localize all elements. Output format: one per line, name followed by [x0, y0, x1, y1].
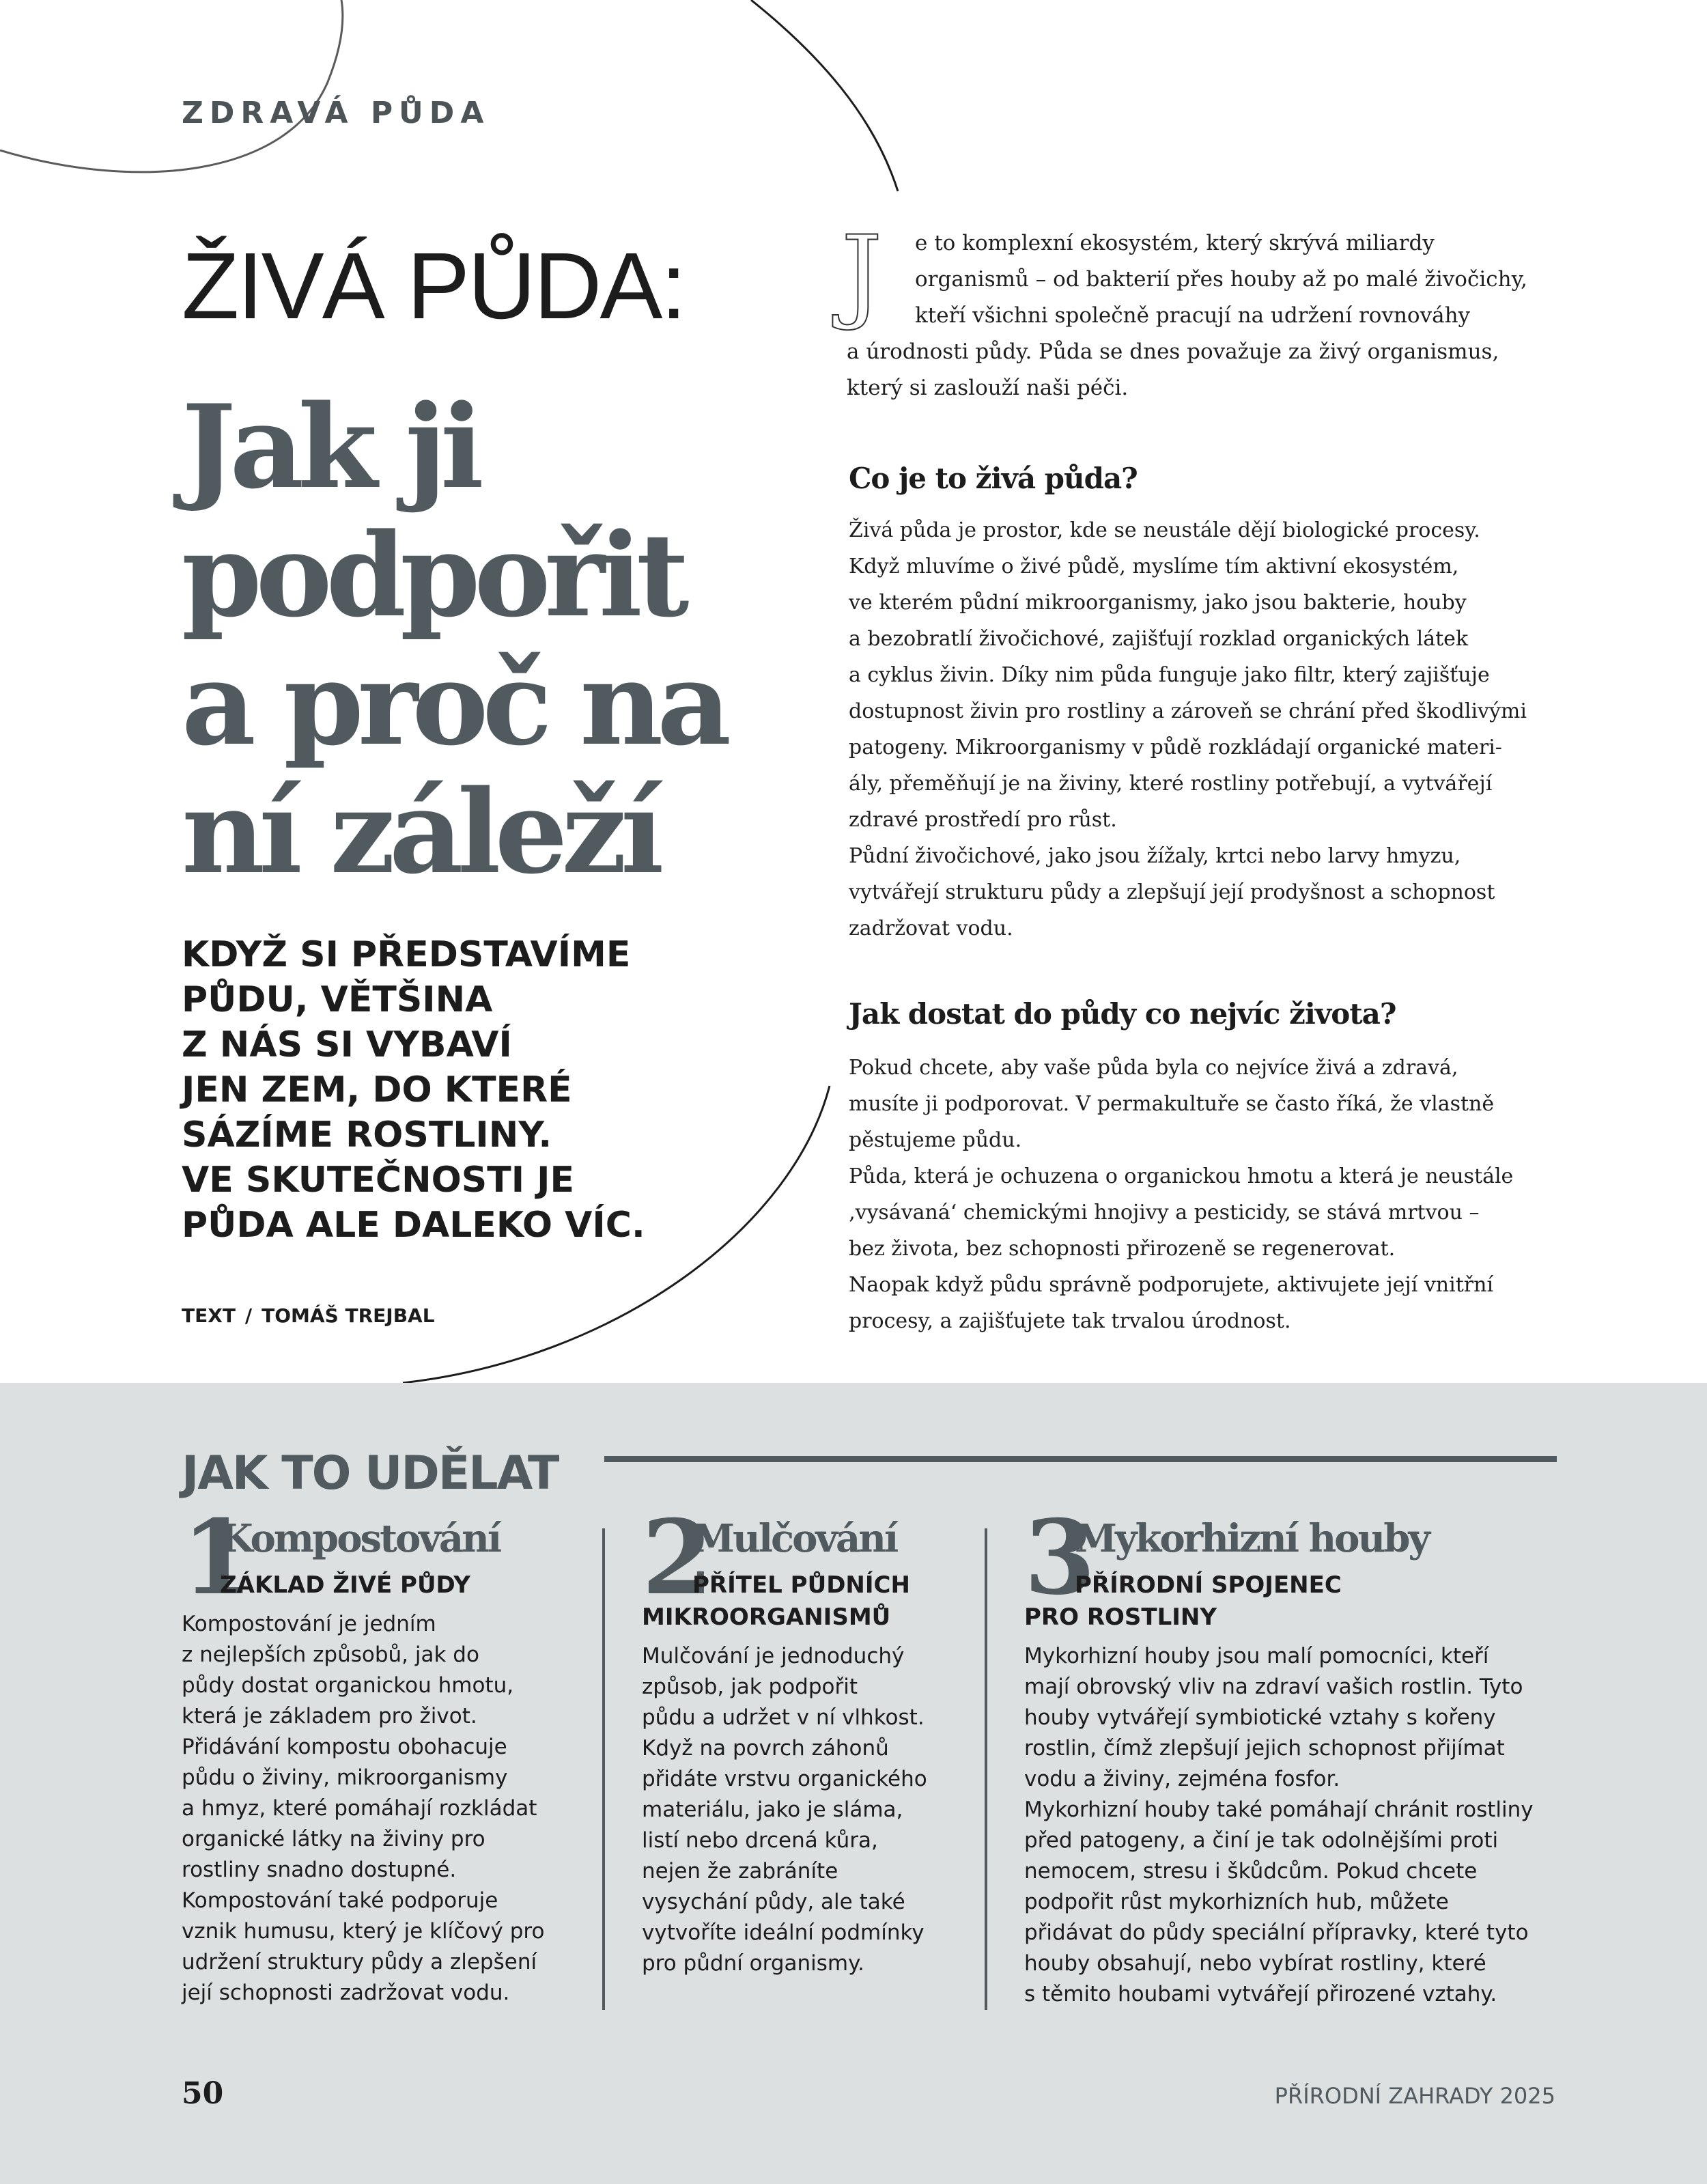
body-line: a bezobratlí živočichové, zajišťují rozklad organických látek	[849, 627, 1469, 651]
step-line: Přidávání kompostu obohacuje	[182, 1735, 507, 1759]
step-line: s těmito houbami vytvářejí přirozené vztahy.	[1024, 1982, 1497, 2006]
step-line: před patogeny, a činí je tak odolnějšími proti	[1024, 1828, 1499, 1853]
step-line: půdy dostat organickou hmotu,	[182, 1673, 514, 1698]
step-line: vysychání půdy, ale také	[642, 1890, 905, 1914]
lede-line: VE SKUTEČNOSTI JE	[182, 1160, 575, 1201]
step-line: půdu o živiny, mikroorganismy	[182, 1765, 508, 1790]
step-line: Kompostování také podporuje	[182, 1888, 498, 1913]
intro-line: e to komplexní ekosystém, který skrývá miliardy	[915, 231, 1435, 255]
step-line: přidávat do půdy speciální přípravky, které tyto	[1024, 1920, 1529, 1945]
page-number: 50	[182, 2076, 224, 2111]
step-line: materiálu, jako je sláma,	[642, 1797, 903, 1822]
title-bold	[182, 379, 796, 899]
body-line: patogeny. Mikroorganismy v půdě rozkládají organické materi-	[849, 736, 1502, 759]
step-subtitle: PŘÍRODNÍ SPOJENEC	[1075, 1571, 1342, 1599]
step-line: Kompostování je jedním	[182, 1612, 436, 1636]
howto-title: JAK TO UDĚLAT	[182, 1446, 559, 1500]
step-line: pro půdní organismy.	[642, 1951, 864, 1976]
body-line: Pokud chcete, aby vaše půda byla co nejvíce živá a zdravá,	[849, 1056, 1458, 1080]
intro-paragraph	[847, 225, 1570, 406]
body-line: Živá půda je prostor, kde se neustále dějí biologické procesy.	[849, 518, 1480, 542]
step-line: udržení struktury půdy a zlepšení	[182, 1950, 537, 1974]
byline-label: TEXT	[182, 1304, 236, 1327]
step-line: Mulčování je jednoduchý	[642, 1644, 905, 1668]
title-line: Jak ji	[182, 379, 478, 514]
step-title: Mulčování	[692, 1516, 897, 1561]
step-line: Mykorhizní houby jsou malí pomocníci, kteří	[1024, 1644, 1489, 1668]
step-line: nemocem, stresu i škůdcům. Pokud chcete	[1024, 1859, 1478, 1884]
body-line: ‚vysávaná‘ chemickými hnojivy a pesticidy, se stává mrtvou –	[849, 1201, 1480, 1224]
step-line: a hmyz, které pomáhají rozkládat	[182, 1796, 537, 1821]
title-line: ní záleží	[182, 764, 658, 899]
lede-line: PŮDA ALE DALEKO VÍC.	[182, 1205, 645, 1246]
step-body	[1024, 1641, 1534, 2010]
lede	[182, 932, 673, 1248]
step-line: která je základem pro život.	[182, 1704, 477, 1728]
step-title: Mykorhizní houby	[1075, 1516, 1428, 1561]
body-line: musíte ji podporovat. V permakultuře se často říká, že vlastně	[849, 1092, 1495, 1116]
step-line: listí nebo drcená kůra,	[642, 1828, 878, 1853]
howto-rule	[604, 1456, 1557, 1462]
arc-top-left	[0, 0, 343, 172]
step-subtitle: MIKROORGANISMŮ	[642, 1604, 891, 1631]
intro-line: organismů – od bakterií přes houby až po malé živočichy,	[915, 267, 1527, 292]
step-line: organické látky na živiny pro	[182, 1827, 485, 1851]
step-subtitle: PRO ROSTLINY	[1024, 1604, 1217, 1631]
body-line: zadržovat vodu.	[849, 916, 1013, 940]
lede-line: Z NÁS SI VYBAVÍ	[182, 1024, 512, 1065]
drop-cap: J	[841, 214, 883, 333]
body-line: dostupnost živin pro rostliny a zároveň se chrání před škodlivými	[849, 699, 1527, 723]
body-line: Půda, která je ochuzena o organickou hmotu a která je neustále	[849, 1164, 1514, 1188]
step-line: z nejlepších způsobů, jak do	[182, 1642, 479, 1667]
body-line: a cyklus živin. Díky nim půda funguje jako filtr, který zajišťuje	[849, 663, 1490, 687]
lede-line: SÁZÍME ROSTLINY.	[182, 1115, 552, 1156]
intro-line: kteří všichni společně pracují na udržení rovnováhy	[915, 303, 1471, 328]
lede-line: PŮDU, VĚTŠINA	[182, 979, 493, 1020]
byline-separator: /	[244, 1304, 253, 1327]
body-line: Půdní živočichové, jako jsou žížaly, krtci nebo larvy hmyzu,	[849, 844, 1461, 868]
step-body	[642, 1641, 927, 1979]
section-body	[849, 512, 1572, 947]
body-line: zdravé prostředí pro růst.	[849, 808, 1117, 832]
section-tag: ZDRAVÁ PŮDA	[182, 96, 490, 130]
column-divider	[602, 1528, 605, 2010]
intro-line: který si zaslouží naši péči.	[847, 376, 1129, 400]
body-line: pěstujeme půdu.	[849, 1128, 1022, 1152]
intro-line: a úrodnosti půdy. Půda se dnes považuje za živý organismus,	[847, 339, 1499, 364]
body-line: ály, přeměňují je na živiny, které rostliny potřebují, a vytvářejí	[849, 772, 1493, 796]
step-line: rostlin, čímž zlepšují jejich schopnost přijímat	[1024, 1736, 1505, 1761]
step-line: podpořit růst mykorhizních hub, můžete	[1024, 1890, 1449, 1914]
step-subtitle: ZÁKLAD ŽIVÉ PŮDY	[220, 1571, 470, 1599]
magazine-name: PŘÍRODNÍ ZAHRADY 2025	[1274, 2083, 1555, 2109]
section-heading: Jak dostat do půdy co nejvíc života?	[849, 997, 1396, 1031]
byline-author: TOMÁŠ TREJBAL	[262, 1304, 435, 1327]
column-divider	[985, 1528, 987, 2010]
title-light: ŽIVÁ PŮDA:	[182, 234, 685, 339]
step-line: přidáte vrstvu organického	[642, 1767, 927, 1791]
step-line: vznik humusu, který je klíčový pro	[182, 1919, 545, 1944]
body-line: ve kterém půdní mikroorganismy, jako jsou bakterie, houby	[849, 591, 1467, 615]
step-title: Kompostování	[220, 1516, 500, 1561]
step-line: půdu a udržet v ní vlhkost.	[642, 1705, 925, 1730]
title-line: podpořit	[182, 507, 683, 643]
step-body	[182, 1609, 544, 2008]
step-number: 3	[1024, 1498, 1096, 1618]
step-line: houby vytvářejí symbiotické vztahy s kořeny	[1024, 1705, 1496, 1730]
section-body	[849, 1050, 1572, 1339]
section-heading: Co je to živá půda?	[849, 462, 1138, 495]
body-line: bez života, bez schopnosti přirozeně se regenerovat.	[849, 1237, 1396, 1261]
step-line: způsob, jak podpořit	[642, 1675, 858, 1699]
step-number: 1	[182, 1498, 253, 1618]
step-number: 2	[642, 1498, 714, 1618]
lede-line: KDYŽ SI PŘEDSTAVÍME	[182, 934, 631, 975]
step-line: vodu a živiny, zejména fosfor.	[1024, 1767, 1340, 1791]
arc-right-long	[751, 0, 898, 191]
byline	[182, 1304, 435, 1327]
lede-line: JEN ZEM, DO KTERÉ	[182, 1069, 572, 1110]
step-line: její schopnosti zadržovat vodu.	[182, 1980, 510, 2005]
body-line: Naopak když půdu správně podporujete, aktivujete její vnitřní	[849, 1273, 1494, 1297]
body-line: procesy, a zajišťujete tak trvalou úrodnost.	[849, 1309, 1291, 1333]
title-line: a proč na	[182, 636, 726, 771]
step-line: mají obrovský vliv na zdraví vašich rostlin. Tyto	[1024, 1675, 1523, 1699]
step-line: Mykorhizní houby také pomáhají chránit rostliny	[1024, 1797, 1534, 1822]
step-line: Když na povrch záhonů	[642, 1736, 889, 1761]
step-line: vytvoříte ideální podmínky	[642, 1920, 925, 1945]
step-line: rostliny snadno dostupné.	[182, 1858, 457, 1882]
step-line: houby obsahují, nebo vybírat rostliny, které	[1024, 1951, 1486, 1976]
step-subtitle: PŘÍTEL PŮDNÍCH	[692, 1571, 910, 1599]
body-line: Když mluvíme o živé půdě, myslíme tím aktivní ekosystém,	[849, 555, 1459, 578]
step-line: nejen že zabráníte	[642, 1859, 838, 1884]
body-line: vytvářejí strukturu půdy a zlepšují její prodyšnost a schopnost	[849, 880, 1495, 904]
